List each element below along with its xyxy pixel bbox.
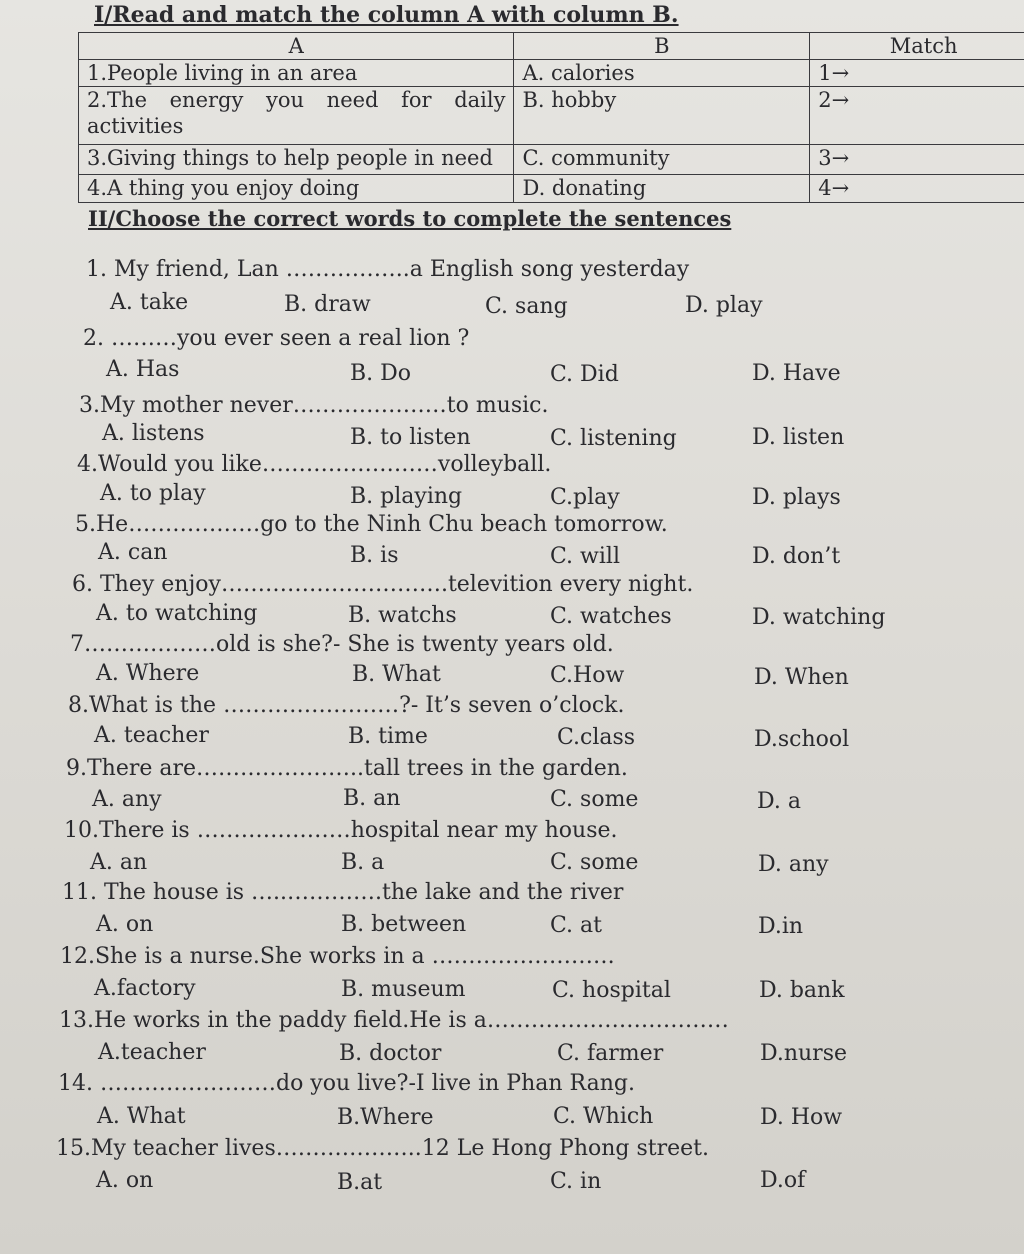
question-5-option-d[interactable]: D. don’t — [752, 544, 841, 569]
question-4-option-a[interactable]: A. to play — [100, 481, 206, 506]
question-15-option-d[interactable]: D.of — [760, 1168, 806, 1193]
question-14-text: 14. ……………………do you live?-I live in Phan Rang. — [58, 1071, 635, 1096]
question-9-text: 9.There are…………………..tall trees in the garden. — [66, 756, 628, 781]
match-cell[interactable]: 1→ — [810, 60, 1024, 87]
question-15-option-c[interactable]: C. in — [550, 1169, 602, 1194]
match-cell[interactable]: 3→ — [810, 145, 1024, 175]
question-8-option-d[interactable]: D.school — [754, 727, 850, 752]
table-header-row — [79, 33, 1024, 60]
question-3-option-c[interactable]: C. listening — [550, 426, 677, 451]
question-4-option-d[interactable]: D. plays — [752, 485, 841, 510]
question-14-option-d[interactable]: D. How — [760, 1105, 843, 1130]
question-13-text: 13.He works in the paddy field.He is a…………………………… — [59, 1008, 729, 1033]
question-11-option-c[interactable]: C. at — [550, 913, 602, 938]
column-b-cell: D. donating — [514, 175, 810, 203]
column-a-header: A — [79, 33, 514, 60]
question-15-option-b[interactable]: B.at — [337, 1170, 383, 1195]
question-5-text: 5.He………………go to the Ninh Chu beach tomorrow. — [75, 512, 668, 537]
question-1-option-a[interactable]: A. take — [110, 290, 189, 315]
question-7-option-c[interactable]: C.How — [550, 663, 625, 688]
question-3-option-a[interactable]: A. listens — [102, 421, 205, 446]
section2-title: II/Choose the correct words to complete the sentences — [88, 206, 732, 231]
question-9-option-c[interactable]: C. some — [550, 787, 639, 812]
match-cell[interactable]: 4→ — [810, 175, 1024, 203]
question-4-text: 4.Would you like……………………volleyball. — [77, 452, 552, 477]
question-11-option-a[interactable]: A. on — [96, 912, 154, 937]
question-12-option-a[interactable]: A.factory — [94, 976, 196, 1001]
question-4-option-c[interactable]: C.play — [550, 485, 620, 510]
table-row — [79, 145, 1024, 175]
question-9-option-b[interactable]: B. an — [343, 786, 401, 811]
question-13-option-c[interactable]: C. farmer — [557, 1041, 664, 1066]
question-10-option-c[interactable]: C. some — [550, 850, 639, 875]
question-2-text: 2. ………you ever seen a real lion ? — [83, 326, 470, 351]
question-7-option-d[interactable]: D. When — [754, 665, 849, 690]
question-1-option-d[interactable]: D. play — [685, 293, 763, 318]
question-12-option-b[interactable]: B. museum — [341, 977, 466, 1002]
matching-table — [78, 32, 1024, 203]
question-5-option-b[interactable]: B. is — [350, 543, 399, 568]
question-6-text: 6. They enjoy………………………….televition every night. — [72, 572, 694, 597]
question-14-option-a[interactable]: A. What — [97, 1104, 186, 1129]
column-a-cell: 3.Giving things to help people in need — [79, 145, 514, 175]
question-12-text: 12.She is a nurse.She works in a ……………………. — [60, 944, 615, 969]
question-1-option-c[interactable]: C. sang — [485, 294, 568, 319]
question-10-option-a[interactable]: A. an — [90, 850, 148, 875]
table-row — [79, 60, 1024, 87]
table-row — [79, 175, 1024, 203]
question-5-option-c[interactable]: C. will — [550, 544, 620, 569]
question-10-text: 10.There is …………………hospital near my house. — [64, 818, 618, 843]
question-8-option-c[interactable]: C.class — [557, 725, 636, 750]
question-3-option-d[interactable]: D. listen — [752, 425, 845, 450]
question-13-option-b[interactable]: B. doctor — [339, 1041, 442, 1066]
question-2-option-d[interactable]: D. Have — [752, 361, 841, 386]
table-row — [79, 87, 1024, 145]
question-3-text: 3.My mother never…………………to music. — [79, 393, 549, 418]
question-10-option-b[interactable]: B. a — [341, 850, 385, 875]
question-8-option-b[interactable]: B. time — [348, 724, 428, 749]
question-9-option-a[interactable]: A. any — [92, 787, 162, 812]
question-2-option-c[interactable]: C. Did — [550, 362, 619, 387]
question-8-option-a[interactable]: A. teacher — [94, 723, 209, 748]
question-7-option-b[interactable]: B. What — [352, 662, 441, 687]
column-b-header: B — [514, 33, 810, 60]
question-12-option-d[interactable]: D. bank — [759, 978, 845, 1003]
column-a-cell: 1.People living in an area — [79, 60, 514, 87]
column-a-cell: 2.The energy you need for daily activities — [79, 87, 514, 145]
question-7-option-a[interactable]: A. Where — [96, 661, 200, 686]
section1-title: I/Read and match the column A with column B. — [94, 2, 679, 28]
column-b-cell: B. hobby — [514, 87, 810, 145]
question-13-option-a[interactable]: A.teacher — [98, 1040, 206, 1065]
question-11-text: 11. The house is …..………….the lake and the river — [62, 880, 624, 905]
question-10-option-d[interactable]: D. any — [758, 852, 829, 877]
column-a-cell: 4.A thing you enjoy doing — [79, 175, 514, 203]
column-b-cell: C. community — [514, 145, 810, 175]
question-6-option-a[interactable]: A. to watching — [96, 601, 258, 626]
column-b-cell: A. calories — [514, 60, 810, 87]
question-11-option-d[interactable]: D.in — [758, 914, 804, 939]
question-15-option-a[interactable]: A. on — [96, 1168, 154, 1193]
match-column-header: Match — [810, 33, 1024, 60]
question-2-option-a[interactable]: A. Has — [106, 357, 180, 382]
question-6-option-c[interactable]: C. watches — [550, 604, 672, 629]
question-15-text: 15.My teacher lives………………..12 Le Hong Phong street. — [56, 1136, 709, 1161]
question-9-option-d[interactable]: D. a — [757, 789, 801, 814]
question-4-option-b[interactable]: B. playing — [350, 484, 463, 509]
question-7-text: 7………………old is she?- She is twenty years old. — [70, 632, 614, 657]
question-2-option-b[interactable]: B. Do — [350, 361, 412, 386]
question-6-option-d[interactable]: D. watching — [752, 605, 886, 630]
question-5-option-a[interactable]: A. can — [98, 540, 168, 565]
question-11-option-b[interactable]: B. between — [341, 912, 467, 937]
question-1-option-b[interactable]: B. draw — [284, 292, 371, 317]
question-13-option-d[interactable]: D.nurse — [760, 1041, 848, 1066]
question-12-option-c[interactable]: C. hospital — [552, 978, 671, 1003]
question-3-option-b[interactable]: B. to listen — [350, 425, 471, 450]
question-8-text: 8.What is the ……………………?- It’s seven o’clock. — [68, 693, 625, 718]
question-14-option-b[interactable]: B.Where — [337, 1105, 434, 1130]
match-cell[interactable]: 2→ — [810, 87, 1024, 145]
question-6-option-b[interactable]: B. watchs — [348, 603, 457, 628]
question-14-option-c[interactable]: C. Which — [553, 1104, 654, 1129]
question-1-text: 1. My friend, Lan ……………..a English song yesterday — [86, 257, 690, 282]
